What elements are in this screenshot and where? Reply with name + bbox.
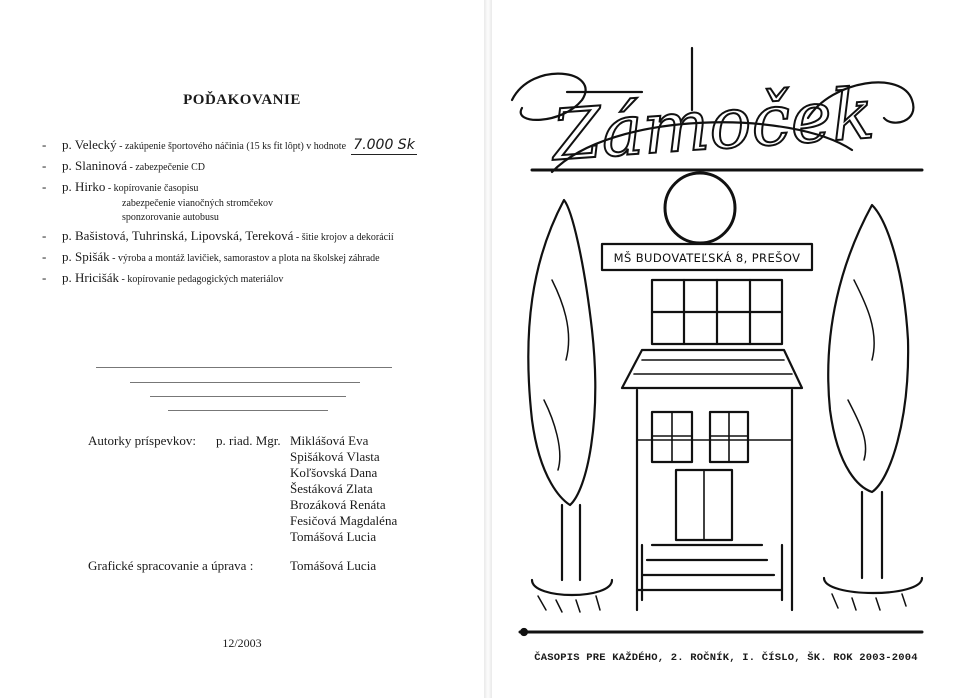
thanks-extra: zabezpečenie vianočných stromčekov — [122, 198, 274, 209]
thanks-item — [42, 227, 472, 246]
list-dash: - — [42, 137, 47, 152]
divider-line — [130, 382, 360, 383]
cover-page — [492, 0, 960, 698]
author-name: Miklášová Eva — [290, 433, 369, 448]
divider-line — [150, 396, 346, 397]
thanks-name: p. Bašistová, Tuhrinská, Lipovská, Tereková — [62, 228, 294, 243]
list-dash: - — [42, 179, 47, 194]
thanks-extra: sponzorovanie autobusu — [122, 212, 219, 223]
thanks-name: p. Velecký — [62, 137, 117, 152]
issue-date: 12/2003 — [222, 636, 262, 650]
thanks-name: p. Slaninová — [62, 158, 127, 173]
thanks-name: p. Hricišák — [62, 270, 120, 285]
list-dash: - — [42, 270, 47, 285]
author-name: Šestáková Zlata — [290, 481, 373, 496]
thanks-desc: - kopírovanie časopisu — [105, 183, 199, 194]
thanks-item — [42, 136, 472, 155]
thanks-desc: - zakúpenie športového náčinia (15 ks fit lôpt) v hodnote — [116, 141, 347, 152]
list-dash: - — [42, 158, 47, 173]
thanks-list — [42, 136, 472, 290]
thanks-item — [42, 248, 472, 267]
author-name: Fesičová Magdaléna — [290, 513, 398, 528]
school-sign-text: MŠ BUDOVATEĽSKÁ 8, PREŠOV — [613, 251, 801, 265]
book-gutter — [484, 0, 492, 698]
list-dash: - — [42, 228, 47, 243]
thanks-name: p. Spišák — [62, 249, 110, 264]
list-dash: - — [42, 249, 47, 264]
thanks-desc: - výroba a montáž lavičiek, samorastov a plota na školskej záhrade — [109, 253, 380, 264]
authors-label: Autorky príspevkov: — [88, 433, 196, 448]
author-name: Brozáková Renáta — [290, 497, 386, 512]
graphics-label: Grafické spracovanie a úprava : — [88, 558, 254, 573]
thanks-desc: - zabezpečenie CD — [127, 162, 206, 173]
handwritten-amount: 7.000 Sk — [353, 137, 415, 153]
divider-line — [168, 410, 328, 411]
author-name: Spišáková Vlasta — [290, 449, 380, 464]
cover-logo-text: Zámoček — [549, 72, 877, 177]
author-name: Tomášová Lucia — [290, 529, 377, 544]
thanks-name: p. Hirko — [62, 179, 106, 194]
thanks-item — [42, 269, 472, 288]
authors-list — [290, 433, 397, 545]
thanks-desc: - kopírovanie pedagogických materiálov — [119, 274, 284, 285]
thanks-item — [42, 157, 472, 176]
thanks-desc: - šitie krojov a dekorácií — [293, 232, 394, 243]
author-name: Koľšovská Dana — [290, 465, 378, 480]
thanks-item — [42, 178, 472, 225]
divider-line — [96, 367, 392, 368]
authors-title: p. riad. Mgr. — [216, 433, 281, 448]
graphics-name: Tomášová Lucia — [290, 558, 377, 573]
magazine-footer: ČASOPIS PRE KAŽDÉHO, 2. ROČNÍK, I. ČÍSLO, ŠK. ROK 2003-2004 — [534, 652, 918, 664]
page-title: POĎAKOVANIE — [183, 92, 301, 108]
cover-illustration — [492, 0, 960, 698]
